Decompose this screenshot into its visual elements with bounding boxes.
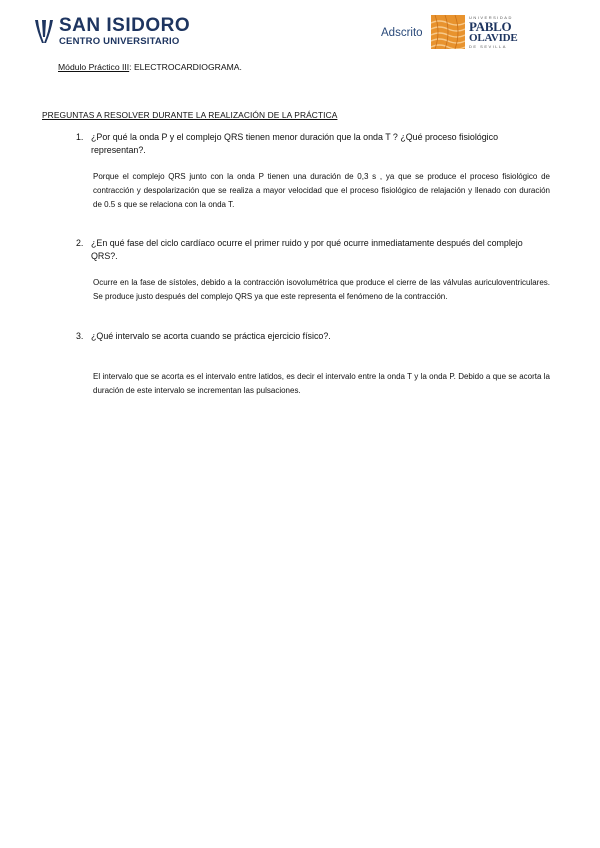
question-number: 2. [76, 238, 84, 248]
pablo-olavide-logo [431, 15, 518, 49]
question-text: ¿Qué intervalo se acorta cuando se práctica ejercicio físico?. [91, 331, 331, 341]
question-3 [76, 330, 546, 343]
adscrito-label: Adscrito [381, 27, 423, 39]
module-title [58, 62, 242, 72]
question-number: 3. [76, 331, 84, 341]
answer-3: El intervalo que se acorta es el intervalo entre latidos, es decir el intervalo entre la onda T y la onda P. Debido a que se acorta la duración de este intervalo se incrementan las pulsaciones. [93, 372, 550, 395]
answer-2: Ocurre en la fase de sístoles, debido a la contracción isovolumétrica que produce el cierre de las válvulas auriculoventriculares. Se produce justo después del complejo QRS ya que este representa el fenómeno de la contracción. [93, 278, 550, 301]
question-text: ¿En qué fase del ciclo cardíaco ocurre el primer ruido y por qué ocurre inmediatamente después del complejo QRS?. [91, 238, 523, 261]
logo-subtitle: CENTRO UNIVERSITARIO [59, 36, 180, 47]
san-isidoro-emblem-icon [33, 17, 55, 45]
question-number: 1. [76, 132, 84, 142]
upo-olavide-text: OLAVIDE [469, 31, 518, 44]
module-name: : ELECTROCARDIOGRAMA. [129, 62, 242, 72]
questions-heading: PREGUNTAS A RESOLVER DURANTE LA REALIZACIÓN DE LA PRÁCTICA [42, 110, 338, 120]
san-isidoro-logo [33, 16, 190, 47]
module-label: Módulo Práctico III [58, 62, 130, 72]
upo-emblem-icon [431, 15, 465, 49]
question-text: ¿Por qué la onda P y el complejo QRS tienen menor duración que la onda T ? ¿Qué proceso fisiológico representan?. [91, 132, 499, 155]
upo-pablo-text: PABLO [469, 18, 512, 34]
question-2 [76, 237, 546, 262]
upo-top-text: UNIVERSIDAD [469, 14, 513, 20]
upo-bottom-text: DE SEVILLA [469, 43, 507, 49]
question-1 [76, 131, 546, 156]
answer-1: Porque el complejo QRS junto con la onda P tienen una duración de 0,3 s , ya que se produce el proceso fisiológico de contracción y despolarización que se realiza a mayor velocidad que el proceso fisiológico de relajación y llenado con duración de 0.5 s que se relaciona con la onda T. [93, 172, 550, 209]
logo-name: SAN ISIDORO [59, 15, 191, 36]
